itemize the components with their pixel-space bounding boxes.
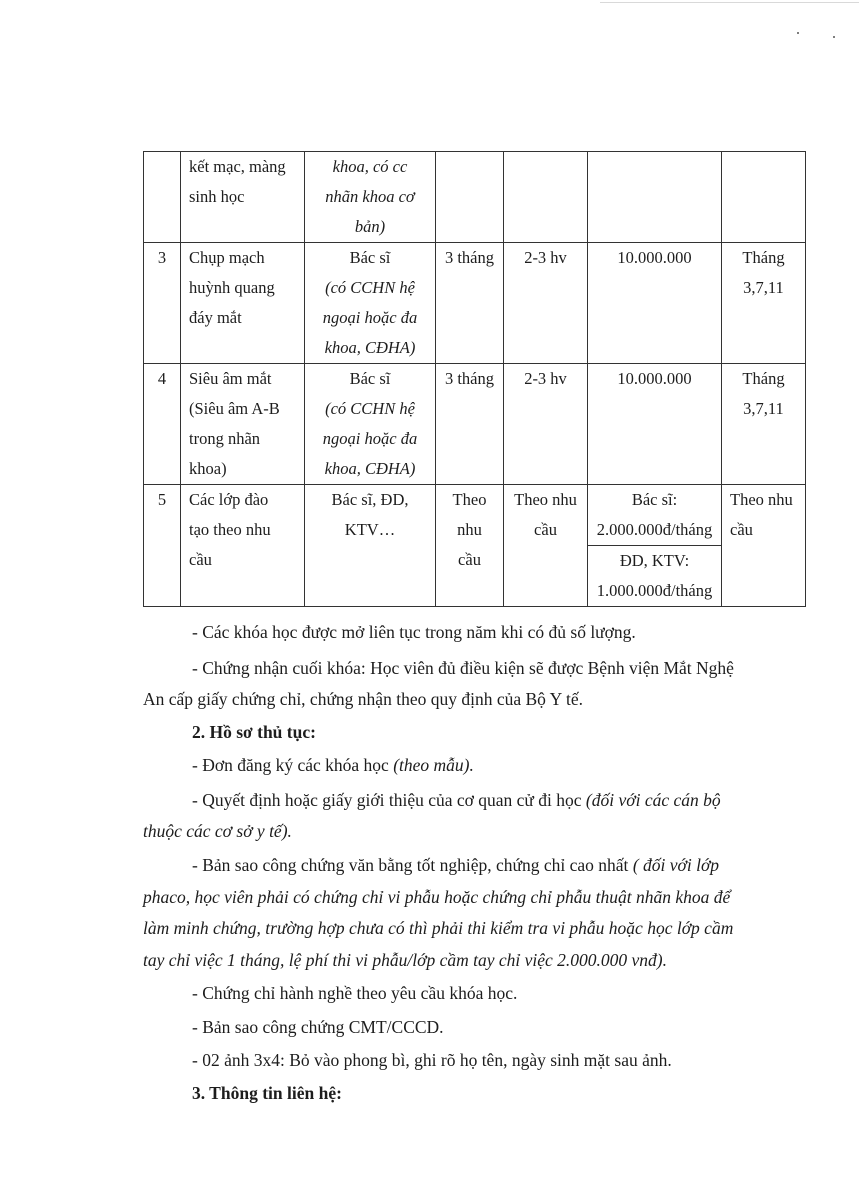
cell-target-learner [305,152,436,243]
cell-line: Tháng [742,369,785,388]
note-open-continuously: - Các khóa học được mở liên tục trong năm khi có đủ số lượng. [192,622,636,642]
courses-table [143,151,806,607]
cell-line: 3 tháng [444,248,495,267]
cell-line: nhãn khoa cơ [325,187,415,206]
cell-stt [144,152,181,243]
cell-line: (có CCHN hệ [325,278,415,297]
cell-line: khoa, CĐHA) [324,338,416,357]
cell-duration [436,243,504,364]
scan-dot [797,32,799,34]
cell-line: Bác sĩ [349,369,391,388]
cell-duration [436,152,504,243]
cell-line: Bác sĩ [349,248,391,267]
cell-line: sinh học [189,187,245,206]
table-row [144,243,806,364]
cell-line: trong nhãn [189,429,261,448]
cell-line: tạo theo nhu [189,520,271,539]
cell-line: cầu [534,520,557,539]
cell-fee [588,243,722,364]
cell-quantity [504,152,588,243]
cell-stt [144,364,181,485]
doc-item-practice-license: - Chứng chỉ hành nghề theo yêu cầu khóa học. [192,983,518,1003]
cell-line: 3,7,11 [743,278,784,297]
cell-quantity [504,364,588,485]
section-2-title: 2. Hồ sơ thủ tục: [192,722,316,742]
cell-line: huỳnh quang [189,278,275,297]
cell-line: khoa) [189,459,227,478]
cell-duration [436,485,504,607]
cell-line: Theo [452,490,487,509]
row-number: 3 [157,248,167,267]
cell-line: khoa, CĐHA) [324,459,416,478]
cell-line: 2.000.000đ/tháng [596,520,713,539]
cell-start-month [722,485,806,607]
cell-line: 3,7,11 [743,399,784,418]
cell-line: cầu [189,550,212,569]
cell-line: Theo nhu [730,490,793,509]
doc-item-diploma-cont-2: làm minh chứng, trường hợp chưa có thì phải thi kiểm tra vi phẫu hoặc học lớp cầm [143,918,734,938]
cell-quantity [504,243,588,364]
cell-line: ngoại hoặc đa [322,308,418,327]
table-row [144,485,806,546]
cell-stt [144,485,181,607]
cell-course-name [181,485,305,607]
cell-stt [144,243,181,364]
cell-line: ĐD, KTV: [619,551,690,570]
cell-start-month [722,152,806,243]
cell-fee [588,152,722,243]
section-3-title: 3. Thông tin liên hệ: [192,1083,342,1103]
cell-line: khoa, có cc [332,157,408,176]
cell-line: 3 tháng [444,369,495,388]
doc-item-diploma-cont-3: tay chỉ việc 1 tháng, lệ phí thi vi phẫu/lớp cầm tay chỉ việc 2.000.000 vnđ). [143,950,667,970]
cell-course-name [181,243,305,364]
cell-target-learner [305,243,436,364]
cell-fee-doctor [588,485,722,546]
table-row [144,152,806,243]
table-row [144,364,806,485]
cell-line: cầu [730,520,753,539]
doc-item-photos: - 02 ảnh 3x4: Bỏ vào phong bì, ghi rõ họ tên, ngày sinh mặt sau ảnh. [192,1050,672,1070]
cell-fee-nurse-tech [588,546,722,607]
doc-item-registration: - Đơn đăng ký các khóa học (theo mẫu). [192,755,474,775]
note-certificate: - Chứng nhận cuối khóa: Học viên đủ điều kiện sẽ được Bệnh viện Mắt Nghệ [192,658,734,678]
doc-item-id-copy: - Bản sao công chứng CMT/CCCD. [192,1017,444,1037]
cell-line: Các lớp đào [189,490,269,509]
cell-line: kết mạc, màng [189,157,286,176]
cell-target-learner [305,364,436,485]
cell-start-month [722,364,806,485]
cell-line: đáy mắt [189,308,242,327]
doc-item-decision: - Quyết định hoặc giấy giới thiệu của cơ quan cử đi học (đối với các cán bộ [192,790,721,810]
row-number: 4 [157,369,167,388]
cell-target-learner [305,485,436,607]
cell-start-month [722,243,806,364]
cell-line: 2-3 hv [524,248,567,267]
row-number: 5 [157,490,167,509]
cell-line: 10.000.000 [617,369,692,388]
cell-line: ngoại hoặc đa [322,429,418,448]
scan-dot [833,36,835,38]
doc-item-decision-cont: thuộc các cơ sở y tế). [143,821,292,841]
doc-item-diploma-cont-1: phaco, học viên phải có chứng chỉ vi phẫu hoặc chứng chỉ phẫu thuật nhãn khoa để [143,887,731,907]
note-certificate-cont: An cấp giấy chứng chỉ, chứng nhận theo quy định của Bộ Y tế. [143,689,583,709]
cell-line: 1.000.000đ/tháng [596,581,713,600]
top-edge-line [600,2,859,3]
cell-line: Bác sĩ: [631,490,678,509]
cell-line: (Siêu âm A-B [189,399,280,418]
doc-item-diploma: - Bản sao công chứng văn bằng tốt nghiệp, chứng chỉ cao nhất ( đối với lớp [192,855,720,875]
cell-course-name [181,364,305,485]
cell-duration [436,364,504,485]
cell-line: 10.000.000 [617,248,692,267]
cell-line: Bác sĩ, ĐD, [331,490,409,509]
cell-course-name [181,152,305,243]
cell-line: Tháng [742,248,785,267]
cell-line: cầu [458,550,481,569]
cell-line: Siêu âm mắt [189,369,272,388]
cell-line: 2-3 hv [524,369,567,388]
cell-line: Theo nhu [514,490,577,509]
cell-line: bản) [354,217,386,236]
cell-line: nhu [457,520,482,539]
cell-fee [588,364,722,485]
cell-quantity [504,485,588,607]
cell-line: (có CCHN hệ [325,399,415,418]
cell-line: KTV… [344,520,396,539]
cell-line: Chụp mạch [189,248,265,267]
